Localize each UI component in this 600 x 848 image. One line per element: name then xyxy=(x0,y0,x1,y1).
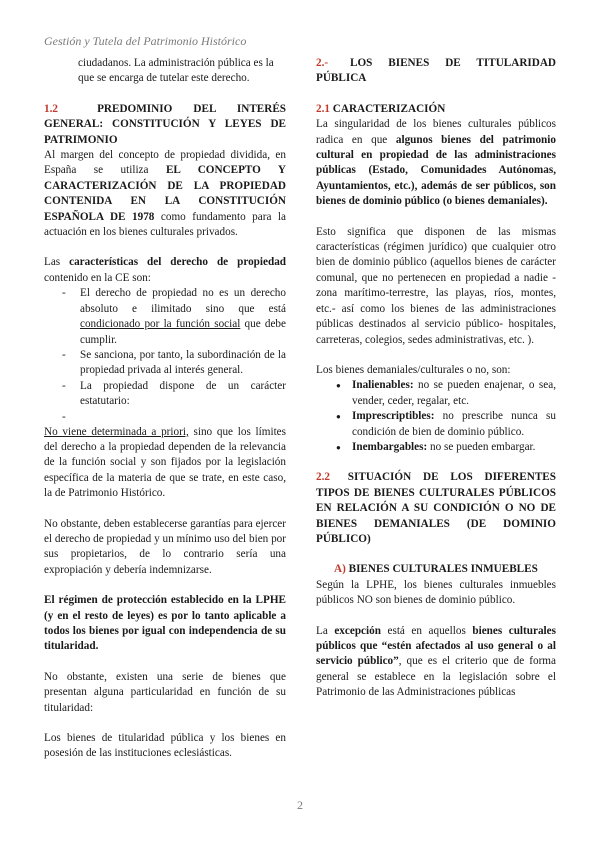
paragraph: No obstante, existen una serie de bienes que presentan alguna particularidad en función de su titularidad: xyxy=(44,670,286,714)
paragraph: Según la LPHE, los bienes culturales inmuebles públicos NO son bienes de dominio público. xyxy=(316,578,556,607)
bold-text: bienes culturales públicos que “estén afectados al uso general o al servicio público” xyxy=(316,624,556,668)
heading-text: SITUACIÓN DE LOS DIFERENTES TIPOS DE BIENES CULTURALES PÚBLICOS EN RELACIÓN A SU CONDICIÓN O NO DE BIENES DEMANIALES (DE DOMINIO PÚBLICO) xyxy=(316,471,556,545)
heading-2-2 xyxy=(316,470,556,547)
paragraph: No obstante, deben establecerse garantías para ejercer el derecho de propiedad y un mínimo uso del bien por sus propietarios, de lo contrario sería una expropiación y debería indemnizarse. xyxy=(44,517,286,576)
heading-number: 2.- xyxy=(316,57,329,69)
paragraph: Los bienes de titularidad pública y los bienes en posesión de las instituciones eclesiásticas. xyxy=(44,732,286,760)
heading-text: BIENES CULTURALES INMUEBLES xyxy=(348,563,538,576)
paragraph: Esto significa que disponen de las mismas características (régimen jurídico) que cualquier otro bien de dominio público (aquellos bienes de carácter comunal, que no pertenecen en propiedad a nadie - zona marítimo-terrestre, las playas, ríos, montes, etc.- así como los bienes de las administraciones públicas destinados al servicio público- hospitales, carreteras, colegios, sedes administrativas, etc. ). xyxy=(316,225,556,346)
heading-text: PREDOMINIO DEL INTERÉS GENERAL: CONSTITUCIÓN Y LEYES DE PATRIMONIO xyxy=(44,102,287,146)
paragraph xyxy=(44,148,286,240)
bold-text: EL CONCEPTO Y CARACTERIZACIÓN DE LA PROPIEDAD CONTENIDA EN LA CONSTITUCIÓN ESPAÑOLA DE 1978 xyxy=(44,164,286,223)
paragraph xyxy=(44,425,286,502)
heading-1-2 xyxy=(44,102,286,148)
heading-number: 1.2 xyxy=(44,102,58,115)
text: contenido en la CE son: xyxy=(44,271,151,284)
heading-a xyxy=(316,562,556,577)
text: sino que los límites del derecho a la propiedad dependen de la relevancia de la función social y son fijados por la legislación específica de la materia de que se trate, en este caso, la de Patrimonio Histórico. xyxy=(44,425,286,500)
heading-2 xyxy=(316,56,556,87)
text: como fundamento para la actuación en los bienes culturales privados. xyxy=(44,210,286,239)
underlined-text: condicionado por la función social xyxy=(80,318,241,331)
bold-text: características del derecho de propiedad xyxy=(69,256,287,269)
right-column xyxy=(316,56,556,701)
list-item: - La propiedad dispone de un carácter estatutario: xyxy=(62,379,286,410)
carryover-text: ciudadanos. La administración pública es la que se encarga de tutelar este derecho. xyxy=(78,57,274,85)
term: Imprescriptibles: xyxy=(352,410,435,423)
list-item: ● Inembargables: no se pueden embargar. xyxy=(336,440,556,455)
paragraph: Los bienes demaniales/culturales o no, son: xyxy=(316,363,511,376)
bold-paragraph: El régimen de protección establecido en la LPHE (y en el resto de leyes) es por lo tanto aplicable a todos los bienes por igual con independencia de su titularidad. xyxy=(44,594,286,653)
list-item: ● Imprescriptibles: no prescribe nunca su condición de bien de dominio público. xyxy=(336,409,556,440)
heading-number: 2.2 xyxy=(316,471,330,484)
paragraph: La excepción está en aquellos bienes culturales públicos que “estén afectados al uso general o al servicio público”, que es el criterio que de forma general se establece en la legislación sobre el Patrimonio de las Administraciones públicas xyxy=(316,624,556,699)
paragraph xyxy=(316,117,556,209)
text: Al margen del concepto de propiedad dividida, en España se utiliza xyxy=(44,149,286,177)
text: Las xyxy=(44,256,70,269)
heading-number: 2.1 xyxy=(316,102,330,115)
list-item: - Se sanciona, por tanto, la subordinación de la propiedad privada al interés general. xyxy=(62,348,286,379)
bold-text: excepción xyxy=(334,624,381,637)
bold-text: algunos bienes del patrimonio cultural en propiedad de las administraciones públicas (Estado, Comunidades Autónomas, Ayuntamientos, etc.), además de ser públicos, son bienes de dominio público (o bienes demaniales). xyxy=(316,133,556,208)
list-item xyxy=(62,410,286,425)
term: Inembargables: xyxy=(352,440,428,453)
property-characteristics-list xyxy=(44,286,286,424)
underlined-text: No viene determinada a priori, xyxy=(44,425,189,438)
term: Inalienables: xyxy=(352,379,414,392)
list-item: - El derecho de propiedad no es un derecho absoluto e ilimitado sino que está condicionado por la función social que debe cumplir. xyxy=(62,286,286,348)
heading-number: A) xyxy=(334,563,346,576)
heading-text: CARACTERIZACIÓN xyxy=(332,102,446,115)
text: La singularidad de los bienes culturales públicos radica en que xyxy=(316,118,556,146)
list-item: ● Inalienables: no se pueden enajenar, o sea, vender, ceder, regalar, etc. xyxy=(336,378,556,409)
demanial-properties-list xyxy=(316,378,556,455)
paragraph xyxy=(44,255,286,286)
running-header: Gestión y Tutela del Patrimonio Histórico xyxy=(44,34,247,48)
heading-2-1 xyxy=(316,102,556,117)
left-column xyxy=(44,56,286,762)
heading-text: LOS BIENES DE TITULARIDAD PÚBLICA xyxy=(316,57,556,85)
page-number: 2 xyxy=(297,798,303,812)
